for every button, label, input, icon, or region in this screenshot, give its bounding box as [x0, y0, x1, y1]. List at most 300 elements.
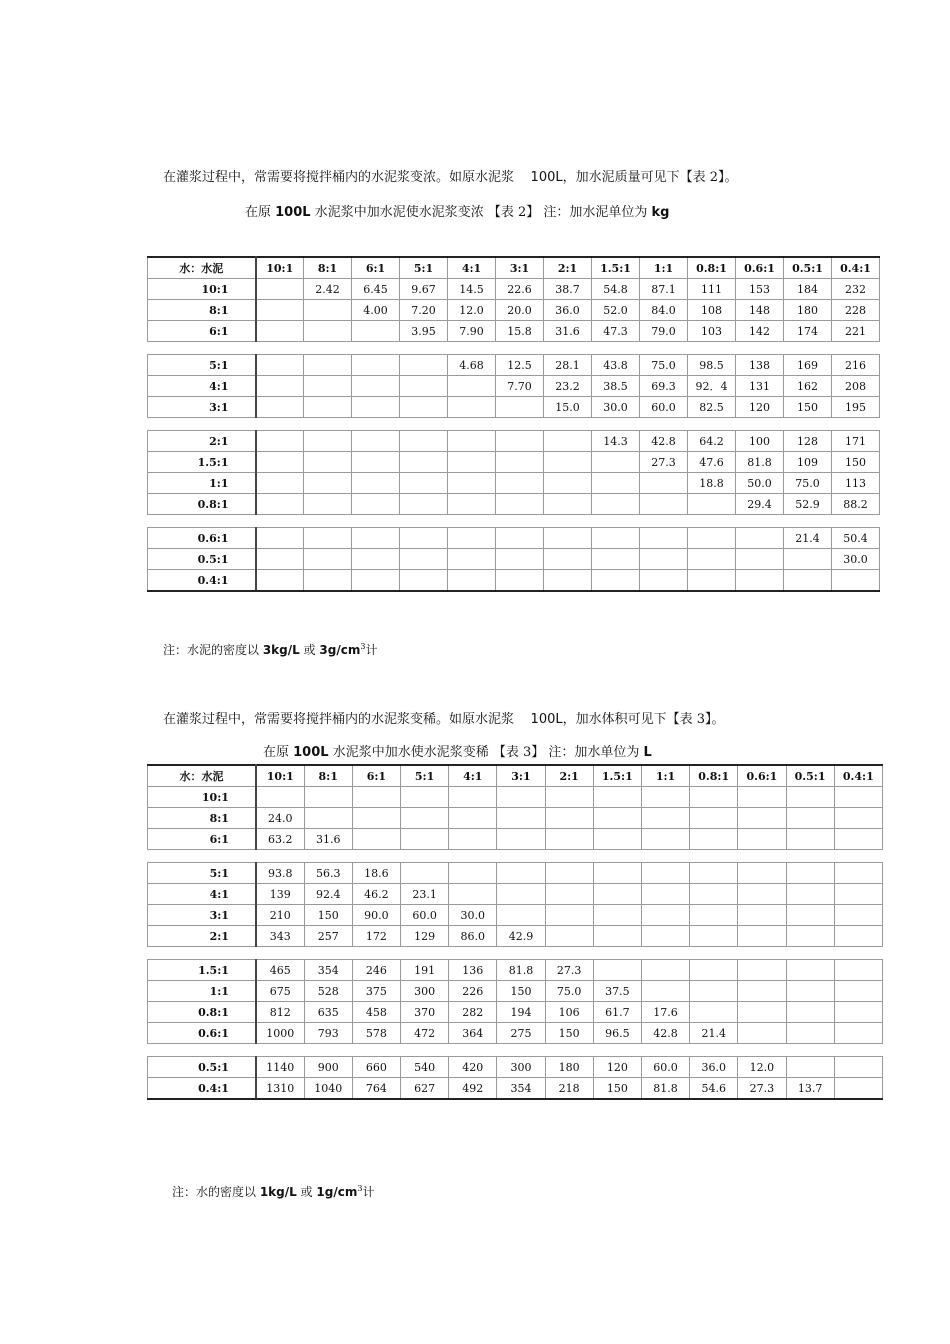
table-cell: 578: [352, 1023, 400, 1044]
row-header: 3:1: [148, 905, 256, 926]
table-cell: 180: [784, 300, 832, 321]
table-cell: 28.1: [544, 355, 592, 376]
table-cell: [256, 452, 304, 473]
table-cell: 354: [304, 960, 352, 981]
table-cell: [834, 905, 882, 926]
table-cell: [786, 884, 834, 905]
table-cell: 86.0: [449, 926, 497, 947]
table-cell: 675: [256, 981, 304, 1002]
table-cell: 120: [593, 1057, 641, 1078]
table-cell: 1040: [304, 1078, 352, 1100]
table-cell: [400, 452, 448, 473]
table-cell: 38.5: [592, 376, 640, 397]
table-cell: 226: [449, 981, 497, 1002]
table-cell: [497, 863, 545, 884]
table-cell: 246: [352, 960, 400, 981]
table-cell: [256, 528, 304, 549]
table-cell: [593, 884, 641, 905]
table-cell: 12.5: [496, 355, 544, 376]
table-cell: [738, 829, 786, 850]
table-cell: [256, 431, 304, 452]
table-cell: 82.5: [688, 397, 736, 418]
row-header: 1.5:1: [148, 960, 256, 981]
column-header: 1.5:1: [593, 765, 641, 787]
note-superscript: 3: [360, 642, 366, 651]
table-cell: 87.1: [640, 279, 688, 300]
table-row: [148, 884, 883, 905]
table-cell: 88.2: [832, 494, 880, 515]
table-cell: [834, 829, 882, 850]
table-cell: 81.8: [736, 452, 784, 473]
table-cell: [544, 570, 592, 592]
table-cell: [786, 1002, 834, 1023]
table-cell: [256, 279, 304, 300]
table-cell: [352, 473, 400, 494]
table-cell: 4.00: [352, 300, 400, 321]
table-row: [148, 926, 883, 947]
table-cell: 7.70: [496, 376, 544, 397]
table-cell: 81.8: [497, 960, 545, 981]
header-row: [148, 257, 880, 279]
table-cell: [304, 452, 352, 473]
table-cell: [449, 829, 497, 850]
table-cell: 139: [256, 884, 304, 905]
column-header: 1:1: [641, 765, 689, 787]
table-cell: [690, 863, 738, 884]
table-cell: 660: [352, 1057, 400, 1078]
table-cell: 42.8: [640, 431, 688, 452]
row-header: 8:1: [148, 300, 256, 321]
table-cell: 171: [832, 431, 880, 452]
table-cell: [352, 549, 400, 570]
row-header: 0.4:1: [148, 570, 256, 592]
column-header: 1.5:1: [592, 257, 640, 279]
table-cell: [304, 431, 352, 452]
table-row: [148, 355, 880, 376]
table-cell: 92．4: [688, 376, 736, 397]
table-cell: [304, 787, 352, 808]
row-header: 0.8:1: [148, 1002, 256, 1023]
table3-thin: [147, 764, 883, 1100]
table-cell: [738, 808, 786, 829]
table-cell: [640, 570, 688, 592]
table-cell: [640, 473, 688, 494]
column-header: 6:1: [352, 765, 400, 787]
table-cell: [304, 376, 352, 397]
row-header: 0.6:1: [148, 1023, 256, 1044]
table-cell: [448, 570, 496, 592]
table-cell: 150: [497, 981, 545, 1002]
table-cell: [352, 829, 400, 850]
column-header: 10:1: [256, 257, 304, 279]
table-cell: [786, 981, 834, 1002]
table-cell: 14.3: [592, 431, 640, 452]
table-cell: 150: [545, 1023, 593, 1044]
table-cell: 60.0: [640, 397, 688, 418]
table-row: [148, 981, 883, 1002]
table-cell: 2.42: [304, 279, 352, 300]
table-cell: [641, 863, 689, 884]
table-cell: [496, 397, 544, 418]
table-row: [148, 473, 880, 494]
note-text: 注：水泥的密度以: [163, 643, 263, 657]
table-cell: 257: [304, 926, 352, 947]
table-cell: 111: [688, 279, 736, 300]
table-row: [148, 549, 880, 570]
table3-note: [172, 1183, 374, 1200]
table-cell: 47.6: [688, 452, 736, 473]
table-cell: [256, 355, 304, 376]
table-cell: [834, 1057, 882, 1078]
note-end: 计: [362, 1185, 375, 1199]
table-cell: [832, 570, 880, 592]
table-row: [148, 1023, 883, 1044]
table-row: [148, 528, 880, 549]
table-cell: 50.0: [736, 473, 784, 494]
table-row: [148, 452, 880, 473]
table-cell: [834, 981, 882, 1002]
table-cell: 1310: [256, 1078, 304, 1100]
table-cell: 153: [736, 279, 784, 300]
table-cell: [304, 528, 352, 549]
table-row: [148, 376, 880, 397]
table-cell: 75.0: [784, 473, 832, 494]
column-header: 0.5:1: [786, 765, 834, 787]
table-cell: 148: [736, 300, 784, 321]
table-cell: [690, 884, 738, 905]
table-cell: [448, 549, 496, 570]
table-cell: [641, 884, 689, 905]
table-cell: [688, 549, 736, 570]
table-cell: 150: [593, 1078, 641, 1100]
table-cell: 75.0: [640, 355, 688, 376]
table-cell: [497, 787, 545, 808]
table-row: [148, 570, 880, 592]
table-cell: [544, 494, 592, 515]
table-row: [148, 863, 883, 884]
note-or: 或: [296, 1185, 317, 1199]
table-cell: 472: [401, 1023, 449, 1044]
spacer-cell: [148, 850, 883, 863]
row-header: 2:1: [148, 926, 256, 947]
table-cell: 36.0: [690, 1057, 738, 1078]
table-cell: 64.2: [688, 431, 736, 452]
table-cell: 221: [832, 321, 880, 342]
table-cell: [352, 494, 400, 515]
spacer-cell: [148, 515, 880, 528]
table-row: [148, 397, 880, 418]
table-row: [148, 960, 883, 981]
table-cell: 172: [352, 926, 400, 947]
table-cell: 7.20: [400, 300, 448, 321]
note-density: 3kg/L: [262, 643, 300, 657]
column-header: 0.4:1: [832, 257, 880, 279]
table-cell: [304, 321, 352, 342]
spacer-row: [148, 342, 880, 355]
table-cell: 96.5: [593, 1023, 641, 1044]
table-cell: [738, 884, 786, 905]
table-cell: 52.0: [592, 300, 640, 321]
table-cell: 812: [256, 1002, 304, 1023]
caption-text-mid: 水泥浆中加水使水泥浆变稀 【表 3】 注：加水单位为: [328, 745, 644, 760]
table-cell: 31.6: [304, 829, 352, 850]
row-header: 10:1: [148, 787, 256, 808]
table-cell: [256, 787, 304, 808]
spacer-cell: [148, 947, 883, 960]
table-cell: 54.6: [690, 1078, 738, 1100]
table-cell: [834, 1023, 882, 1044]
table-cell: [690, 981, 738, 1002]
spacer-row: [148, 418, 880, 431]
table-cell: [352, 397, 400, 418]
column-header: 5:1: [401, 765, 449, 787]
table-cell: [545, 863, 593, 884]
table-cell: [738, 981, 786, 1002]
table-cell: 228: [832, 300, 880, 321]
table-cell: 23.1: [401, 884, 449, 905]
table-cell: [640, 528, 688, 549]
caption-text-mid: 水泥浆中加水泥使水泥浆变浓 【表 2】 注：加水泥单位为: [310, 205, 652, 220]
table-cell: 793: [304, 1023, 352, 1044]
table-cell: [786, 829, 834, 850]
table-cell: [784, 570, 832, 592]
table-cell: 84.0: [640, 300, 688, 321]
table-cell: [545, 926, 593, 947]
table-cell: 12.0: [738, 1057, 786, 1078]
table-cell: [593, 863, 641, 884]
table-cell: [352, 528, 400, 549]
table-cell: [786, 960, 834, 981]
table-cell: 100: [736, 431, 784, 452]
table-cell: 210: [256, 905, 304, 926]
note-density: 1kg/L: [259, 1185, 297, 1199]
paragraph-text: 在灌浆过程中，常需要将搅拌桶内的水泥浆变浓。如原水泥浆: [163, 170, 515, 185]
table-cell: [401, 829, 449, 850]
spacer-row: [148, 947, 883, 960]
note-density-alt: 3g/cm: [319, 643, 361, 657]
table-cell: 29.4: [736, 494, 784, 515]
paragraph-text-end: ，加水体积可见下【表 3】。: [562, 712, 725, 727]
table-cell: 174: [784, 321, 832, 342]
table-cell: 232: [832, 279, 880, 300]
table-cell: 69.3: [640, 376, 688, 397]
caption-unit: L: [643, 745, 652, 760]
row-header: 0.4:1: [148, 1078, 256, 1100]
table-cell: [545, 905, 593, 926]
table-cell: [496, 549, 544, 570]
table-cell: 128: [784, 431, 832, 452]
corner-header: 水：水泥: [148, 765, 256, 787]
table-cell: [400, 473, 448, 494]
table-cell: 60.0: [401, 905, 449, 926]
table-row: [148, 300, 880, 321]
table-cell: 458: [352, 1002, 400, 1023]
table-cell: 103: [688, 321, 736, 342]
column-header: 4:1: [449, 765, 497, 787]
table-cell: [690, 787, 738, 808]
table-cell: [448, 431, 496, 452]
table-cell: [448, 528, 496, 549]
table-cell: [544, 431, 592, 452]
table-cell: 42.9: [497, 926, 545, 947]
table-cell: [641, 926, 689, 947]
table-cell: [641, 787, 689, 808]
table-row: [148, 905, 883, 926]
table-cell: 364: [449, 1023, 497, 1044]
table-cell: 492: [449, 1078, 497, 1100]
intro-paragraph-thicken: [163, 166, 738, 185]
table-cell: 30.0: [592, 397, 640, 418]
table3-caption: [263, 741, 652, 760]
table-cell: 194: [497, 1002, 545, 1023]
caption-text: 在原: [263, 745, 294, 760]
table-cell: 900: [304, 1057, 352, 1078]
table-cell: [449, 808, 497, 829]
table-cell: [545, 808, 593, 829]
table-cell: 92.4: [304, 884, 352, 905]
table-cell: [688, 570, 736, 592]
column-header: 0.6:1: [736, 257, 784, 279]
table-cell: 56.3: [304, 863, 352, 884]
note-text: 注：水的密度以: [172, 1185, 260, 1199]
table-cell: [352, 376, 400, 397]
table-cell: 129: [401, 926, 449, 947]
table-cell: [640, 549, 688, 570]
column-header: 10:1: [256, 765, 304, 787]
row-header: 10:1: [148, 279, 256, 300]
spacer-cell: [148, 418, 880, 431]
table-cell: [736, 549, 784, 570]
table-cell: 420: [449, 1057, 497, 1078]
table-cell: [496, 570, 544, 592]
table-cell: 15.8: [496, 321, 544, 342]
table-cell: [834, 1002, 882, 1023]
table-cell: 300: [401, 981, 449, 1002]
table-cell: 1140: [256, 1057, 304, 1078]
table-cell: [786, 926, 834, 947]
table-cell: 218: [545, 1078, 593, 1100]
column-header: 0.6:1: [738, 765, 786, 787]
table-cell: [690, 905, 738, 926]
table-cell: [690, 829, 738, 850]
table-cell: 216: [832, 355, 880, 376]
table-cell: [690, 960, 738, 981]
note-density-alt: 1g/cm: [316, 1185, 358, 1199]
table-cell: 24.0: [256, 808, 304, 829]
table-cell: [690, 1002, 738, 1023]
table-cell: [401, 787, 449, 808]
table-cell: 43.8: [592, 355, 640, 376]
caption-volume: 100L: [293, 745, 329, 760]
table-cell: [449, 787, 497, 808]
table-cell: 1000: [256, 1023, 304, 1044]
table-cell: [304, 397, 352, 418]
table-cell: [593, 926, 641, 947]
table-cell: 150: [832, 452, 880, 473]
table-cell: [738, 905, 786, 926]
table-cell: 93.8: [256, 863, 304, 884]
spacer-row: [148, 1044, 883, 1057]
table-cell: [738, 1023, 786, 1044]
table-cell: 635: [304, 1002, 352, 1023]
table-cell: 528: [304, 981, 352, 1002]
table-cell: 106: [545, 1002, 593, 1023]
table-cell: [304, 549, 352, 570]
table-cell: 31.6: [544, 321, 592, 342]
table-cell: 63.2: [256, 829, 304, 850]
table-cell: [592, 549, 640, 570]
table-row: [148, 431, 880, 452]
table-cell: [738, 1002, 786, 1023]
table-cell: 120: [736, 397, 784, 418]
table-cell: 150: [784, 397, 832, 418]
table-cell: 75.0: [545, 981, 593, 1002]
table-cell: [786, 808, 834, 829]
table-cell: [304, 494, 352, 515]
column-header: 0.4:1: [834, 765, 882, 787]
table-cell: [256, 321, 304, 342]
caption-text: 在原: [245, 205, 276, 220]
table-cell: [641, 808, 689, 829]
table-cell: [449, 884, 497, 905]
table-cell: 27.3: [640, 452, 688, 473]
table-cell: 61.7: [593, 1002, 641, 1023]
table-cell: [352, 355, 400, 376]
column-header: 1:1: [640, 257, 688, 279]
table-cell: [786, 863, 834, 884]
table-cell: [592, 528, 640, 549]
table-cell: [304, 473, 352, 494]
table-cell: [256, 494, 304, 515]
table-cell: 18.8: [688, 473, 736, 494]
table-cell: [400, 376, 448, 397]
table-cell: 54.8: [592, 279, 640, 300]
table-cell: [448, 473, 496, 494]
table-cell: [690, 926, 738, 947]
column-header: 8:1: [304, 765, 352, 787]
table-cell: [834, 926, 882, 947]
table-cell: 37.5: [593, 981, 641, 1002]
table-cell: [592, 570, 640, 592]
table-cell: 30.0: [832, 549, 880, 570]
table-row: [148, 321, 880, 342]
row-header: 6:1: [148, 829, 256, 850]
table-cell: [786, 1023, 834, 1044]
table-cell: 109: [784, 452, 832, 473]
table-cell: [496, 473, 544, 494]
table-cell: [497, 829, 545, 850]
table-cell: [834, 808, 882, 829]
paragraph-volume: 100L: [530, 712, 563, 727]
table-cell: [786, 1057, 834, 1078]
table-cell: [496, 431, 544, 452]
table-cell: 113: [832, 473, 880, 494]
table-cell: [593, 829, 641, 850]
table-cell: 465: [256, 960, 304, 981]
table-cell: 9.67: [400, 279, 448, 300]
table-cell: [593, 808, 641, 829]
table-cell: 46.2: [352, 884, 400, 905]
row-header: 6:1: [148, 321, 256, 342]
table-cell: [641, 905, 689, 926]
table-cell: 81.8: [641, 1078, 689, 1100]
table-row: [148, 279, 880, 300]
spacer-cell: [148, 342, 880, 355]
table-cell: 354: [497, 1078, 545, 1100]
table-cell: [496, 528, 544, 549]
caption-volume: 100L: [275, 205, 311, 220]
table-cell: [304, 570, 352, 592]
